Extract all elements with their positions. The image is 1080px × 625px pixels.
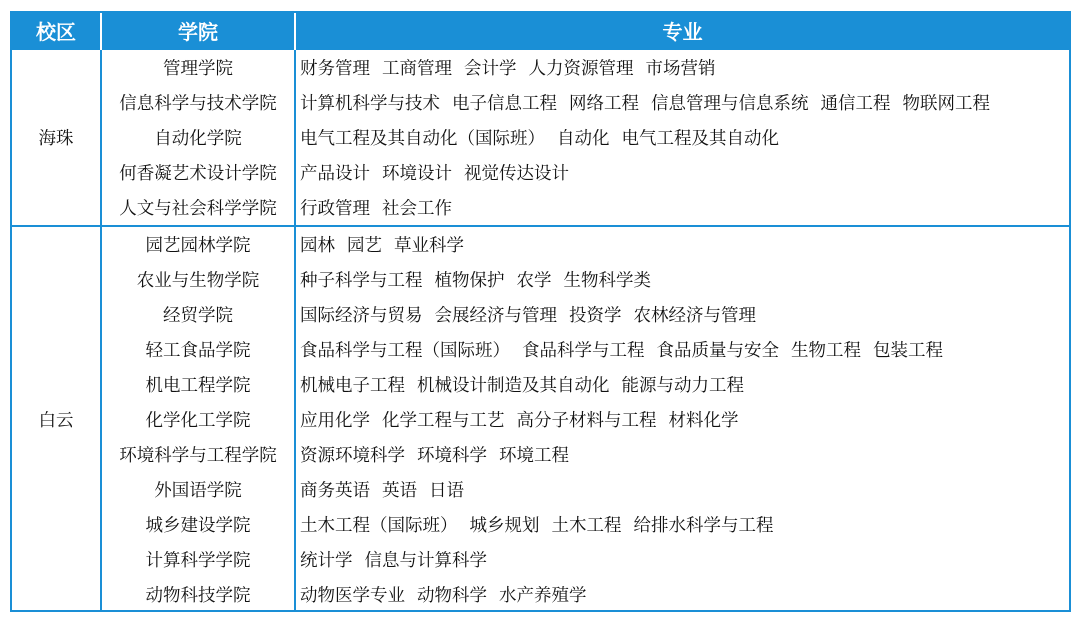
major-item: 资源环境科学	[300, 446, 405, 466]
major-item: 自动化	[557, 129, 610, 149]
campus-cell: 白云	[12, 226, 101, 612]
table-row	[12, 49, 1069, 85]
major-item: 社会工作	[382, 199, 452, 219]
majors-cell	[295, 332, 1069, 367]
college-cell: 机电工程学院	[101, 367, 295, 402]
major-item: 投资学	[569, 306, 622, 326]
majors-cell	[295, 190, 1069, 226]
majors-cell	[295, 577, 1069, 612]
table-row	[12, 472, 1069, 507]
major-item: 机械电子工程	[300, 376, 405, 396]
table-row	[12, 85, 1069, 120]
major-item: 食品科学与工程	[522, 341, 645, 361]
major-item: 环境科学	[417, 446, 487, 466]
majors-cell	[295, 85, 1069, 120]
major-item: 给排水科学与工程	[633, 516, 774, 536]
table-row	[12, 437, 1069, 472]
majors-cell	[295, 226, 1069, 262]
major-item: 网络工程	[569, 94, 639, 114]
college-cell: 信息科学与技术学院	[101, 85, 295, 120]
college-cell: 管理学院	[101, 49, 295, 85]
major-item: 电气工程及其自动化（国际班）	[300, 129, 545, 149]
majors-cell	[295, 262, 1069, 297]
table-body	[12, 49, 1069, 612]
majors-table	[12, 13, 1069, 612]
major-item: 土木工程	[551, 516, 622, 536]
major-item: 土木工程（国际班）	[300, 516, 458, 536]
header-majors: 专业	[295, 13, 1069, 49]
major-item: 食品科学与工程（国际班）	[300, 341, 510, 361]
major-item: 植物保护	[434, 271, 505, 291]
major-item: 电气工程及其自动化	[621, 129, 779, 149]
major-item: 计算机科学与技术	[300, 94, 440, 114]
college-cell: 何香凝艺术设计学院	[101, 155, 295, 190]
majors-cell	[295, 437, 1069, 472]
major-item: 统计学	[300, 551, 353, 571]
majors-cell	[295, 297, 1069, 332]
major-item: 环境设计	[382, 164, 452, 184]
majors-cell	[295, 155, 1069, 190]
table-row	[12, 155, 1069, 190]
header-college: 学院	[101, 13, 295, 49]
major-item: 视觉传达设计	[464, 164, 569, 184]
college-cell: 化学化工学院	[101, 402, 295, 437]
major-item: 商务英语	[300, 481, 370, 501]
major-item: 种子科学与工程	[300, 271, 423, 291]
major-item: 物联网工程	[902, 94, 990, 114]
college-cell: 环境科学与工程学院	[101, 437, 295, 472]
college-cell: 计算科学学院	[101, 542, 295, 577]
majors-cell	[295, 507, 1069, 542]
major-item: 国际经济与贸易	[300, 306, 423, 326]
major-item: 化学工程与工艺	[382, 411, 505, 431]
major-item: 财务管理	[300, 59, 370, 79]
major-item: 动物医学专业	[300, 586, 405, 606]
major-item: 动物科学	[417, 586, 487, 606]
major-item: 能源与动力工程	[621, 376, 744, 396]
major-item: 日语	[429, 481, 464, 501]
college-cell: 城乡建设学院	[101, 507, 295, 542]
majors-cell	[295, 402, 1069, 437]
major-item: 信息管理与信息系统	[651, 94, 809, 114]
table-row	[12, 402, 1069, 437]
table-row	[12, 367, 1069, 402]
major-item: 机械设计制造及其自动化	[417, 376, 610, 396]
college-cell: 动物科技学院	[101, 577, 295, 612]
college-cell: 自动化学院	[101, 120, 295, 155]
major-item: 城乡规划	[469, 516, 540, 536]
table-row	[12, 120, 1069, 155]
college-cell: 农业与生物学院	[101, 262, 295, 297]
major-item: 园艺	[347, 236, 382, 256]
major-item: 环境工程	[499, 446, 569, 466]
campus-cell: 海珠	[12, 49, 101, 226]
table-row	[12, 542, 1069, 577]
majors-cell	[295, 542, 1069, 577]
major-item: 会展经济与管理	[434, 306, 557, 326]
major-item: 农学	[516, 271, 552, 291]
major-item: 英语	[382, 481, 417, 501]
majors-cell	[295, 120, 1069, 155]
table-row	[12, 332, 1069, 367]
major-item: 电子信息工程	[452, 94, 557, 114]
major-item: 行政管理	[300, 199, 370, 219]
header-row	[12, 13, 1069, 49]
college-cell: 人文与社会科学学院	[101, 190, 295, 226]
major-item: 人力资源管理	[528, 59, 634, 79]
major-item: 生物工程	[791, 341, 861, 361]
table-row	[12, 577, 1069, 612]
college-cell: 外国语学院	[101, 472, 295, 507]
table-row	[12, 507, 1069, 542]
major-item: 水产养殖学	[499, 586, 587, 606]
major-item: 会计学	[464, 59, 517, 79]
table-row	[12, 262, 1069, 297]
major-item: 市场营销	[645, 59, 716, 79]
majors-table-container	[10, 11, 1071, 612]
major-item: 应用化学	[300, 411, 370, 431]
major-item: 材料化学	[668, 411, 739, 431]
majors-cell	[295, 367, 1069, 402]
table-row	[12, 297, 1069, 332]
major-item: 食品质量与安全	[656, 341, 779, 361]
major-item: 产品设计	[300, 164, 370, 184]
major-item: 园林	[300, 236, 335, 256]
table-row	[12, 226, 1069, 262]
major-item: 信息与计算科学	[364, 551, 487, 571]
majors-cell	[295, 49, 1069, 85]
college-cell: 轻工食品学院	[101, 332, 295, 367]
major-item: 农林经济与管理	[633, 306, 756, 326]
table-row	[12, 190, 1069, 226]
college-cell: 经贸学院	[101, 297, 295, 332]
major-item: 工商管理	[382, 59, 452, 79]
major-item: 生物科学类	[563, 271, 651, 291]
major-item: 包装工程	[873, 341, 943, 361]
major-item: 草业科学	[394, 236, 464, 256]
college-cell: 园艺园林学院	[101, 226, 295, 262]
majors-cell	[295, 472, 1069, 507]
major-item: 通信工程	[820, 94, 891, 114]
major-item: 高分子材料与工程	[516, 411, 657, 431]
header-campus: 校区	[12, 13, 101, 49]
